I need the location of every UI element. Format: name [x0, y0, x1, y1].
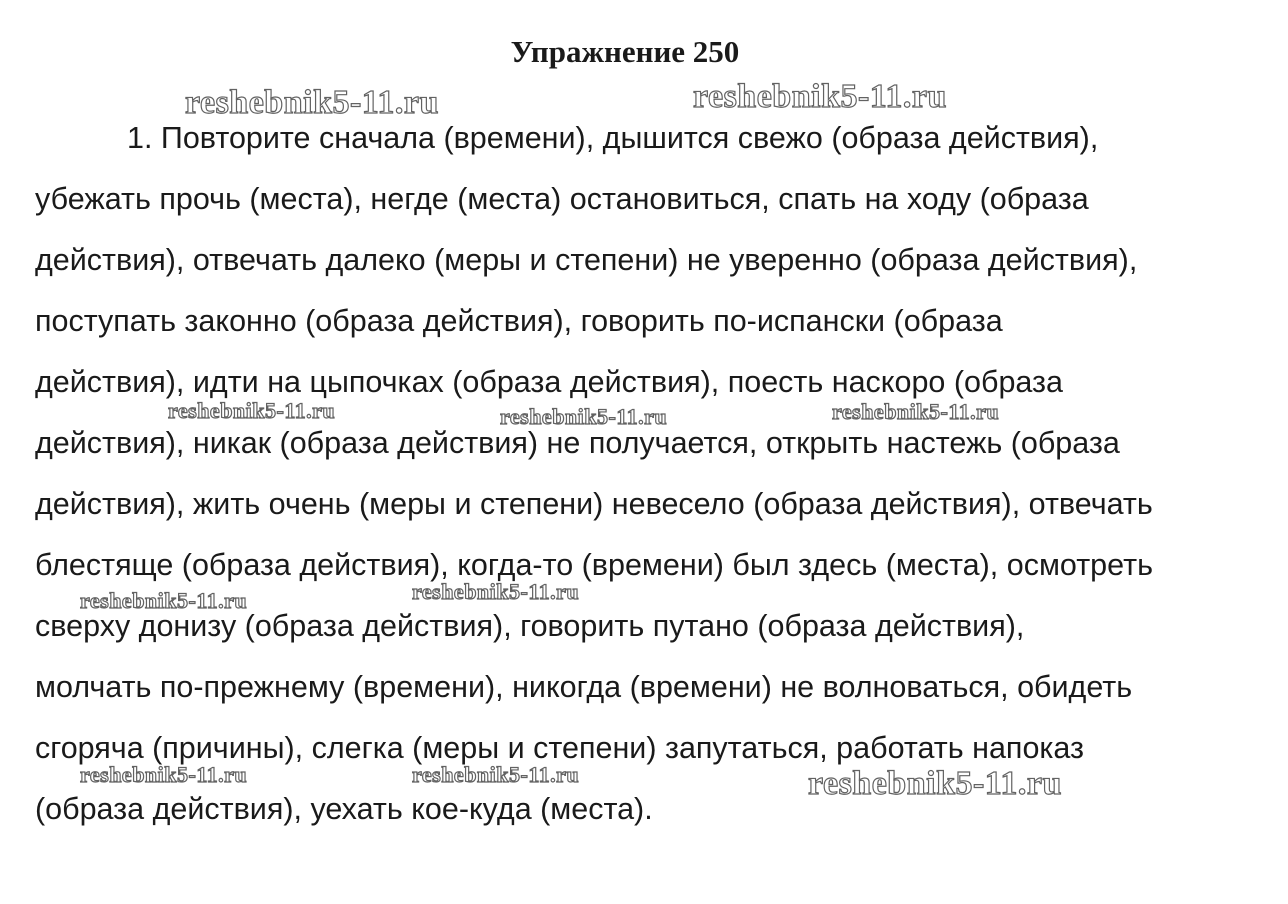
watermark: reshebnik5-11.ru [808, 765, 1062, 802]
text-line: сверху донизу (образа действия), говорить путано (образа действия), [35, 609, 1025, 643]
text-line: действия), отвечать далеко (меры и степени) не уверенно (образа действия), [35, 243, 1138, 277]
text-line: действия), никак (образа действия) не получается, открыть настежь (образа [35, 426, 1120, 460]
text-line: убежать прочь (места), негде (места) остановиться, спать на ходу (образа [35, 182, 1089, 216]
exercise-paragraph [35, 108, 1265, 840]
text-line: поступать законно (образа действия), говорить по-испански (образа [35, 304, 1003, 338]
watermark: reshebnik5-11.ru [80, 762, 248, 787]
watermark: reshebnik5-11.ru [412, 579, 580, 604]
text-line: действия), жить очень (меры и степени) невесело (образа действия), отвечать [35, 487, 1153, 521]
text-line: сгоряча (причины), слегка (меры и степени) запутаться, работать напоказ [35, 731, 1085, 765]
text-line: (образа действия), уехать кое-куда (места). [35, 792, 653, 826]
watermark: reshebnik5-11.ru [693, 78, 947, 115]
text-line: молчать по-прежнему (времени), никогда (времени) не волноваться, обидеть [35, 670, 1133, 704]
watermark: reshebnik5-11.ru [185, 84, 439, 121]
text-line: блестяще (образа действия), когда-то (времени) был здесь (места), осмотреть [35, 548, 1153, 582]
text-line: действия), идти на цыпочках (образа действия), поесть наскоро (образа [35, 365, 1063, 399]
page-title: Упражнение 250 [510, 34, 740, 69]
text-line: 1. Повторите сначала (времени), дышится свежо (образа действия), [127, 121, 1099, 155]
watermark: reshebnik5-11.ru [168, 398, 336, 423]
watermark: reshebnik5-11.ru [80, 588, 248, 613]
watermark: reshebnik5-11.ru [412, 762, 580, 787]
watermark: reshebnik5-11.ru [500, 404, 668, 429]
watermark: reshebnik5-11.ru [832, 399, 1000, 424]
